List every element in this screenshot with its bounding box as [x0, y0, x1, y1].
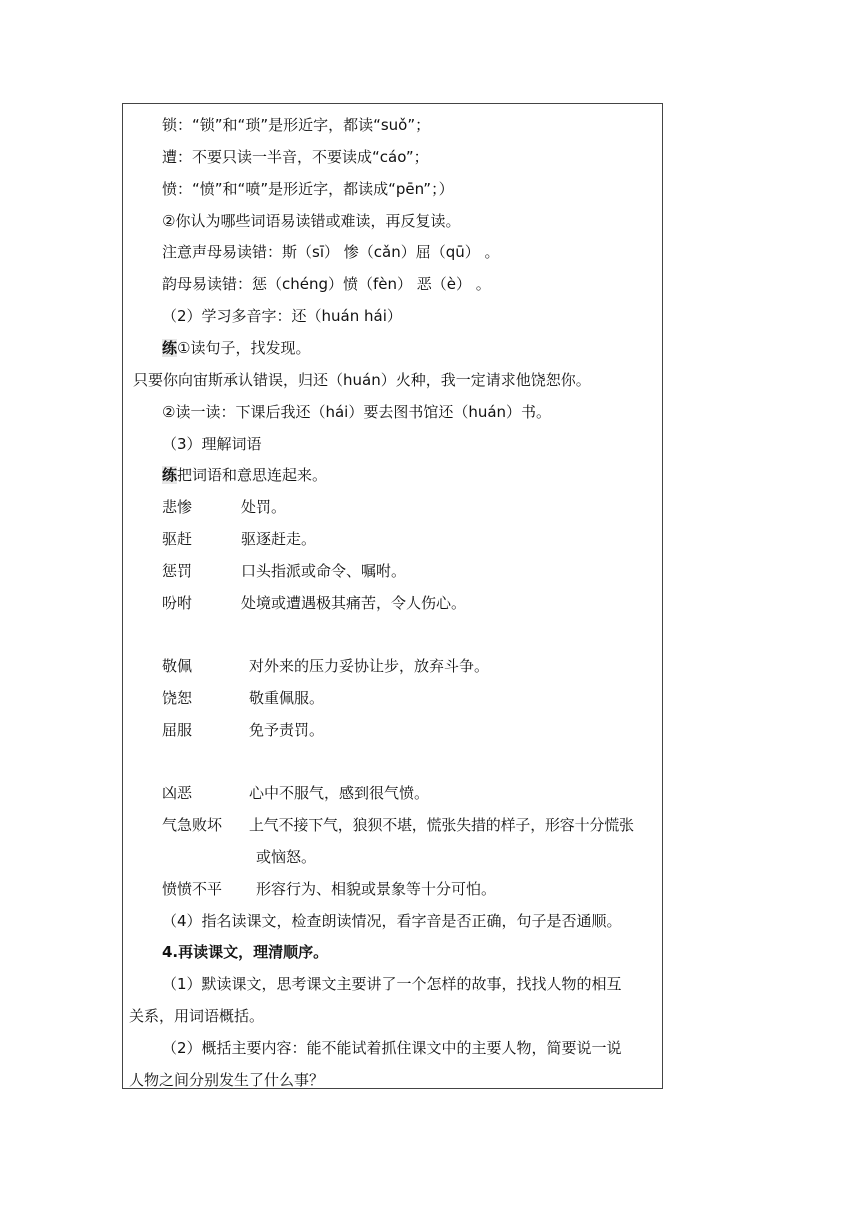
meaning-item: 驱逐赶走。: [241, 530, 317, 548]
section-polyphone: （2）学习多音字：还（huán hái）: [162, 307, 402, 325]
finals-errors: 韵母易读错：惩（chéng）愤（fèn） 恶（è） 。: [162, 275, 491, 293]
word-item: 愤愤不平: [162, 880, 223, 898]
practice-mark: 练: [162, 466, 178, 484]
meaning-item: 免予责罚。: [249, 721, 325, 739]
word-item: 惩罚: [162, 562, 193, 580]
meaning-item: 处罚。: [241, 498, 287, 516]
practice-read-sentence: 练①读句子，找发现。: [162, 339, 311, 357]
meaning-item: 口头指派或命令、嘱咐。: [241, 562, 407, 580]
word-item: 凶恶: [162, 784, 193, 802]
meaning-item: 处境或遭遇极其痛苦，令人伤心。: [241, 594, 467, 612]
practice-mark: 练: [162, 339, 178, 357]
initials-errors: 注意声母易读错：斯（sī） 惨（cǎn）屈（qū） 。: [162, 243, 500, 261]
note-zao: 遭：不要只读一半音，不要读成“cáo”；: [162, 148, 429, 166]
instruction-reread: ②你认为哪些词语易读错或难读，再反复读。: [162, 212, 461, 230]
meaning-item-continued: 或恼怒。: [256, 848, 317, 866]
task-silent-read-cont: 关系，用词语概括。: [129, 1007, 265, 1025]
task-summarize: （2）概括主要内容：能不能试着抓住课文中的主要人物，简要说一说: [162, 1039, 622, 1057]
word-item: 敬佩: [162, 657, 193, 675]
task-silent-read: （1）默读课文，思考课文主要讲了一个怎样的故事，找找人物的相互: [162, 975, 622, 993]
note-fen: 愤：“愤”和“喷”是形近字，都读成“pēn”；）: [162, 180, 454, 198]
section-vocab: （3）理解词语: [162, 435, 262, 453]
step-read-aloud: （4）指名读课文，检查朗读情况，看字音是否正确，句子是否通顺。: [162, 912, 622, 930]
word-item: 气急败坏: [162, 816, 223, 834]
word-item: 饶恕: [162, 689, 193, 707]
task-summarize-cont: 人物之间分别发生了什么事？: [129, 1071, 325, 1089]
word-item: 吩咐: [162, 594, 193, 612]
section-heading-reread: 4.再读课文，理清顺序。: [162, 943, 329, 961]
note-suo: 锁：“锁”和“琐”是形近字，都读“suǒ”；: [162, 116, 431, 134]
meaning-item: 敬重佩服。: [249, 689, 325, 707]
word-item: 悲惨: [162, 498, 193, 516]
meaning-item: 对外来的压力妥协让步，放弃斗争。: [249, 657, 490, 675]
meaning-item: 心中不服气，感到很气愤。: [249, 784, 430, 802]
word-item: 屈服: [162, 721, 193, 739]
meaning-item: 形容行为、相貌或景象等十分可怕。: [256, 880, 497, 898]
word-item: 驱赶: [162, 530, 193, 548]
practice-match: 练把词语和意思连起来。: [162, 466, 328, 484]
example-sentence: 只要你向宙斯承认错误，归还（huán）火种，我一定请求他饶恕你。: [133, 371, 591, 389]
meaning-item: 上气不接下气，狼狈不堪，慌张失措的样子，形容十分慌张: [249, 816, 634, 834]
read-practice: ②读一读：下课后我还（hái）要去图书馆还（huán）书。: [162, 403, 552, 421]
